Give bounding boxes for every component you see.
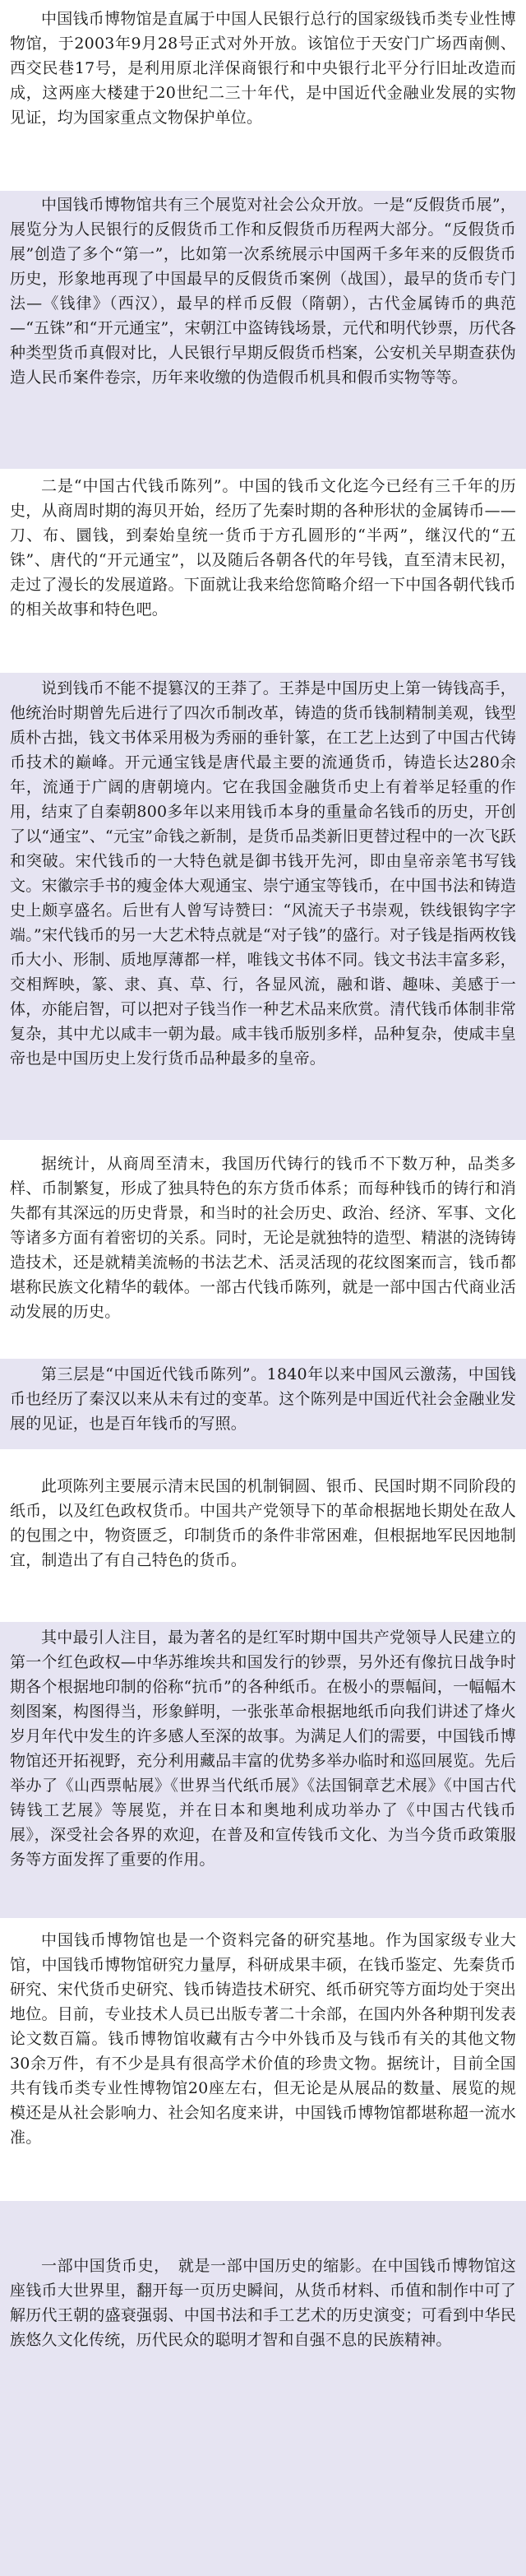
- red-currency-section: [0, 1622, 526, 1918]
- modern-coins-section: [0, 1359, 526, 1449]
- dynasty-coins-section: [0, 673, 526, 1140]
- paragraph-coin-statistics: 据统计，从商周至清末，我国历代铸行的钱币不下数万种，品类多样、币制繁复，形成了独具特色的东方货币体系；而每种钱币的铸行和消失都有其深远的历史背景，和当时的社会历史、政治、经济、军事、文化等诸多方面有着密切的关系。同时，无论是就独特的造型、精湛的浇铸铸造技术，还是就精美流畅的书法艺术、活灵活现的花纹图案而言，钱币都堪称民族文化精华的载体。一部古代钱币陈列，就是一部中国古代商业活动发展的历史。: [10, 1155, 516, 1321]
- paragraph-machine-coins: 此项陈列主要展示清末民国的机制铜圆、银币、民国时期不同阶段的纸币，以及红色政权货币。中国共产党领导下的革命根据地长期处在敌人的包围之中，物资匮乏，印制货币的条件非常困难，但根据地军民因地制宜，制造出了有自己特色的货币。: [10, 1477, 516, 1569]
- ancient-coins-intro-section: [0, 470, 526, 671]
- research-base-section: [0, 1923, 526, 2198]
- paragraph-research-base: 中国钱币博物馆也是一个资料完备的研究基地。作为国家级专业大馆，中国钱币博物馆研究力量厚，科研成果丰硕，在钱币鉴定、先秦货币研究、宋代货币史研究、钱币铸造技术研究、纸币研究等方面均处于突出地位。目前，专业技术人员已出版专著二十余部，在国内外各种期刊发表论文数百篇。钱币博物馆收藏有古今中外钱币及与钱币有关的其他文物30余万件，有不少是具有很高学术价值的珍贵文物。据统计，目前全国共有钱币类专业性博物馆20座左右，但无论是从展品的数量、展览的规模还是从社会影响力、社会知名度来讲，中国钱币博物馆都堪称超一流水准。: [10, 1931, 516, 2147]
- conclusion-section: [0, 2201, 526, 2576]
- coin-statistics-section: [0, 1147, 526, 1355]
- paragraph-ancient-coins-intro: 二是“中国古代钱币陈列”。中国的钱币文化迄今已经有三千年的历史，从商周时期的海贝开始，经历了先秦时期的各种形状的金属铸币——刀、布、圜钱，到秦始皇统一货币于方孔圆形的“半两”，继汉代的“五铢”、唐代的“开元通宝”，以及随后各朝各代的年号钱，直至清末民初，走过了漫长的发展道路。下面就让我来给您简略介绍一下中国各朝代钱币的相关故事和特色吧。: [10, 477, 516, 619]
- machine-coins-section: [0, 1472, 526, 1619]
- paragraph-red-currency: 其中最引人注目，最为著名的是红军时期中国共产党领导人民建立的第一个红色政权—中华苏维埃共和国发行的钞票，另外还有像抗日战争时期各个根据地印制的俗称“抗币”的各种纸币。在极小的票幅间，一幅幅木刻图案，构图得当，形象鲜明，一张张革命根据地纸币向我们讲述了烽火岁月年代中发生的许多感人至深的故事。为满足人们的需要，中国钱币博物馆还开拓视野，充分利用藏品丰富的优势多举办临时和巡回展览。先后举办了《山西票帖展》《世界当代纸币展》《法国铜章艺术展》《中国古代铸钱工艺展》等展览，并在日本和奥地利成功举办了《中国古代钱币展》，深受社会各界的欢迎，在普及和宣传钱币文化、为当今货币政策服务等方面发挥了重要的作用。: [10, 1629, 516, 1869]
- paragraph-conclusion: 一部中国货币史， 就是一部中国历史的缩影。在中国钱币博物馆这座钱币大世界里，翻开每一页历史瞬间，从货币材料、币值和制作中可了解历代王朝的盛衰强弱、中国书法和手工艺术的历史演变；可看到中华民族悠久文化传统，历代民众的聪明才智和自强不息的民族精神。: [10, 2257, 516, 2349]
- paragraph-anti-counterfeit-exhibit: 中国钱币博物馆共有三个展览对社会公众开放。一是“反假货币展”，展览分为人民银行的反假货币工作和反假货币历程两大部分。“反假货币展”创造了多个“第一”，比如第一次系统展示中国两千多年来的反假货币历史，形象地再现了中国最早的反假货币案例（战国），最早的货币专门法—《钱律》（西汉），最早的样币反假（隋朝），古代金属铸币的典范—“五铢”和“开元通宝”，宋朝江中盗铸钱场景，元代和明代钞票，历代各种类型货币真假对比，人民银行早期反假货币档案，公安机关早期查获伪造人民币案件卷宗，历年来收缴的伪造假币机具和假币实物等等。: [10, 196, 516, 387]
- anti-counterfeit-exhibit-section: [0, 191, 526, 469]
- paragraph-museum-intro: 中国钱币博物馆是直属于中国人民银行总行的国家级钱币类专业性博物馆，于2003年9月28号正式对外开放。该馆位于天安门广场西南侧、西交民巷17号，是利用原北洋保商银行和中央银行北平分行旧址改造而成，这两座大楼建于20世纪二三十年代，是中国近代金融业发展的实物见证，均为国家重点文物保护单位。: [10, 10, 516, 127]
- intro-section: [0, 7, 526, 189]
- paragraph-dynasty-coins: 说到钱币不能不提篡汉的王莽了。王莽是中国历史上第一铸钱高手，他统治时期曾先后进行了四次币制改革，铸造的货币钱制精制美观，钱型质朴古拙，钱文书体采用极为秀丽的垂针篆，在工艺上达到了中国古代铸币技术的巅峰。开元通宝钱是唐代最主要的流通货币，铸造长达280余年，流通于广阔的唐朝境内。它在我国金融货币史上有着举足轻重的作用，结束了自秦朝800多年以来用钱币本身的重量命名钱币的历史，开创了以“通宝”、“元宝”命钱之新制，是货币品类新旧更替过程中的一次飞跃和突破。宋代钱币的一大特色就是御书钱开先河，即由皇帝亲笔书写钱文。宋徽宗手书的瘦金体大观通宝、崇宁通宝等钱币，在中国书法和铸造史上颇享盛名。后世有人曾写诗赞曰：“风流天子书崇观，铁线银钩字字端。”宋代钱币的另一大艺术特点就是“对子钱”的盛行。对子钱是指两枚钱币大小、形制、质地厚薄都一样，唯钱文书体不同。钱文书法丰富多彩，交相辉映，篆、隶、真、草、行，各显风流，融和谐、趣味、美感于一体，亦能启智，可以把对子钱当作一种艺术品来欣赏。清代钱币体制非常复杂，其中尤以咸丰一朝为最。咸丰钱币版别多样，品种复杂，使咸丰皇帝也是中国历史上发行货币品种最多的皇帝。: [10, 679, 516, 1068]
- paragraph-modern-coins: 第三层是“中国近代钱币陈列”。1840年以来中国风云激荡，中国钱币也经历了秦汉以来从未有过的变革。这个陈列是中国近代社会金融业发展的见证，也是百年钱币的写照。: [10, 1365, 516, 1433]
